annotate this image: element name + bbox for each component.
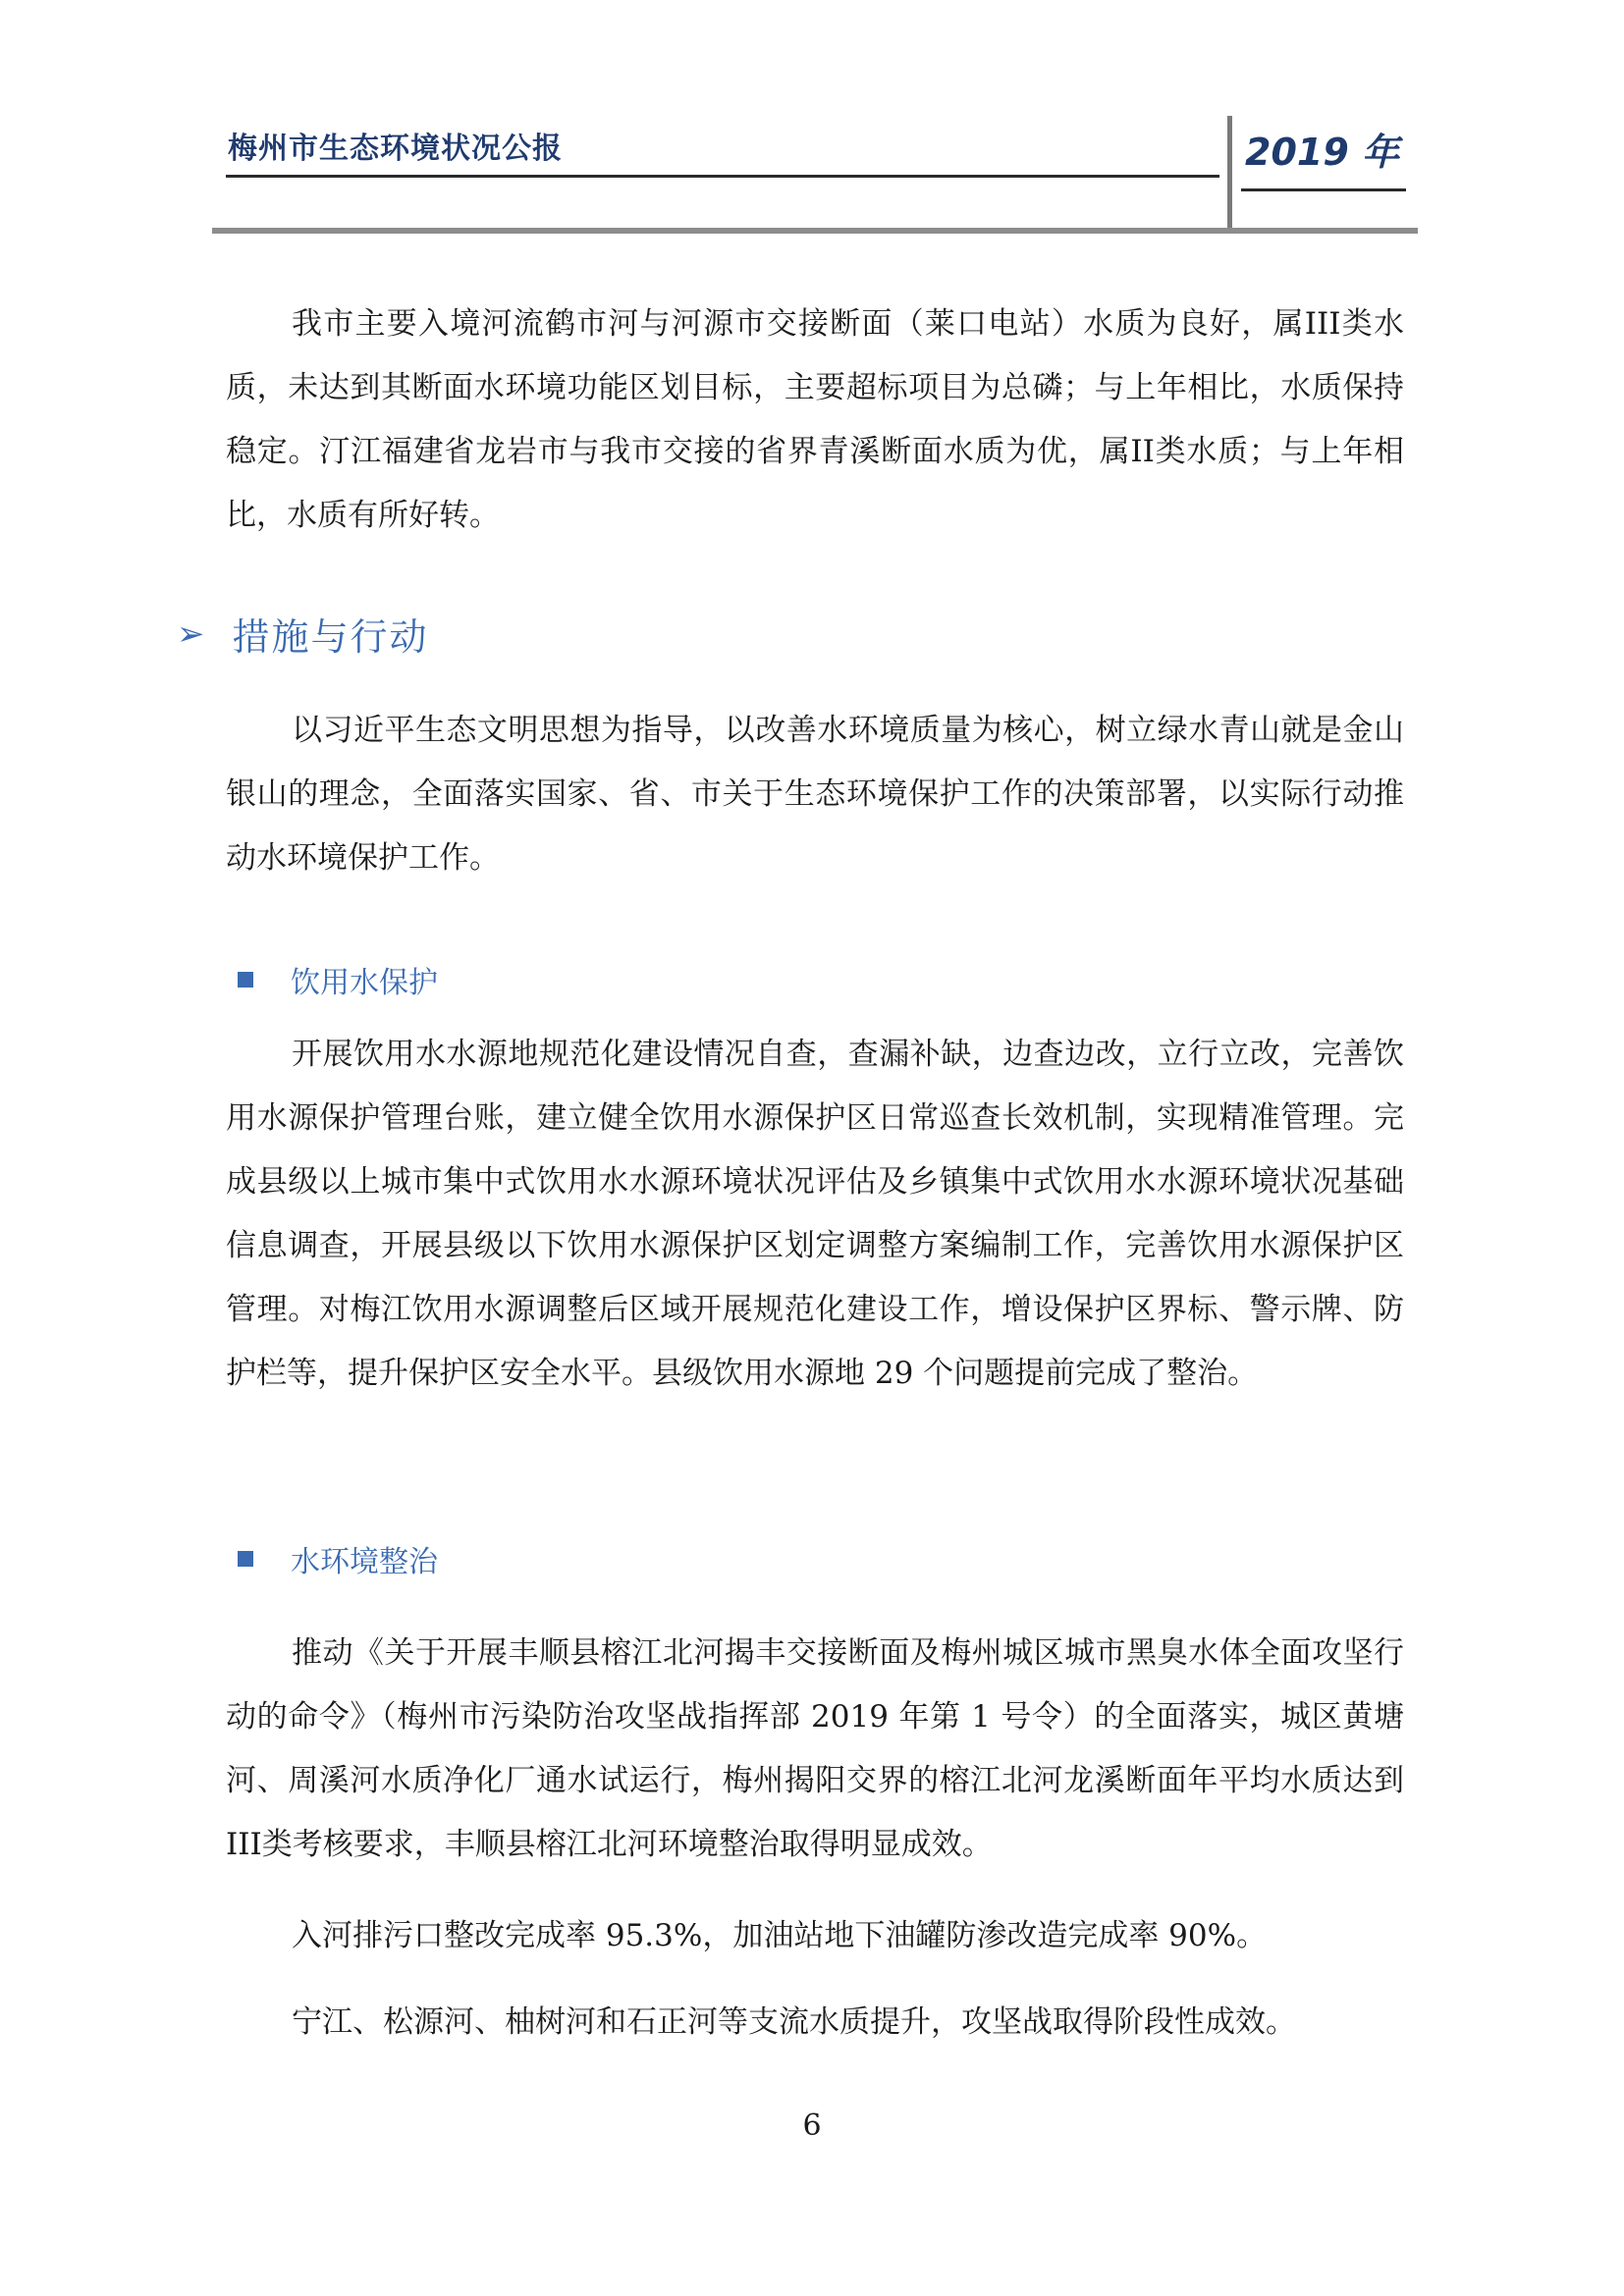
page-number: 6 [802, 2109, 822, 2143]
paragraph-drinking-water: 开展饮用水水源地规范化建设情况自查，查漏补缺，边查边改，立行立改，完善饮用水源保护管理台账，建立健全饮用水源保护区日常巡查长效机制，实现精准管理。完成县级以上城市集中式饮用水水源环境状况评估及乡镇集中式饮用水水源环境状况基础信息调查，开展县级以下饮用水源保护区划定调整方案编制工作，完善饮用水源保护区管理。对梅江饮用水源调整后区域开展规范化建设工作，增设保护区界标、警示牌、防护栏等，提升保护区安全水平。县级饮用水源地 29 个问题提前完成了整治。 [226, 1037, 1404, 1391]
section-heading-text: 措施与行动 [232, 615, 429, 659]
paragraph-inflow-rivers: 我市主要入境河流鹤市河与河源市交接断面（莱口电站）水质为良好，属III类水质，未达到其断面水环境功能区划目标，主要超标项目为总磷；与上年相比，水质保持稳定。汀江福建省龙岩市与我市交接的省界青溪断面水质为优，属II类水质；与上年相比，水质有所好转。 [226, 306, 1404, 533]
square-bullet-icon [238, 972, 253, 988]
paragraph-water-environment: 推动《关于开展丰顺县榕江北河揭丰交接断面及梅州城区城市黑臭水体全面攻坚行动的命令》（梅州市污染防治攻坚战指挥部 2019 年第 1 号令）的全面落实，城区黄塘河、周溪河水质净化厂通水试运行，梅州揭阳交界的榕江北河龙溪断面年平均水质达到III类考核要求，丰顺县榕江北河环境整治取得明显成效。 [226, 1635, 1404, 1862]
subsection-heading-drinking-water [238, 958, 438, 1001]
subsection-heading-text: 水环境整治 [291, 1545, 438, 1579]
paragraph-guiding-principle: 以习近平生态文明思想为指导，以改善水环境质量为核心，树立绿水青山就是金山银山的理念，全面落实国家、省、市关于生态环境保护工作的决策部署，以实际行动推动水环境保护工作。 [226, 713, 1404, 876]
header-rule-right [1241, 188, 1406, 191]
paragraph-tributaries: 宁江、松源河、柚树河和石正河等支流水质提升，攻坚战取得阶段性成效。 [292, 2004, 1296, 2040]
paragraph-outfall-rectification: 入河排污口整改完成率 95.3%，加油站地下油罐防渗改造完成率 90%。 [292, 1918, 1268, 1953]
header-divider-vertical [1227, 116, 1232, 232]
subsection-heading-text: 饮用水保护 [291, 966, 438, 1000]
header-rule-bottom [212, 228, 1418, 234]
document-header-year: 2019 年 [1245, 131, 1399, 174]
subsection-heading-water-environment [238, 1537, 438, 1580]
square-bullet-icon [238, 1551, 253, 1567]
document-header-title: 梅州市生态环境状况公报 [228, 132, 563, 166]
arrow-right-icon: ➢ [177, 614, 205, 654]
section-heading [177, 607, 429, 661]
header-rule-left [226, 175, 1219, 178]
